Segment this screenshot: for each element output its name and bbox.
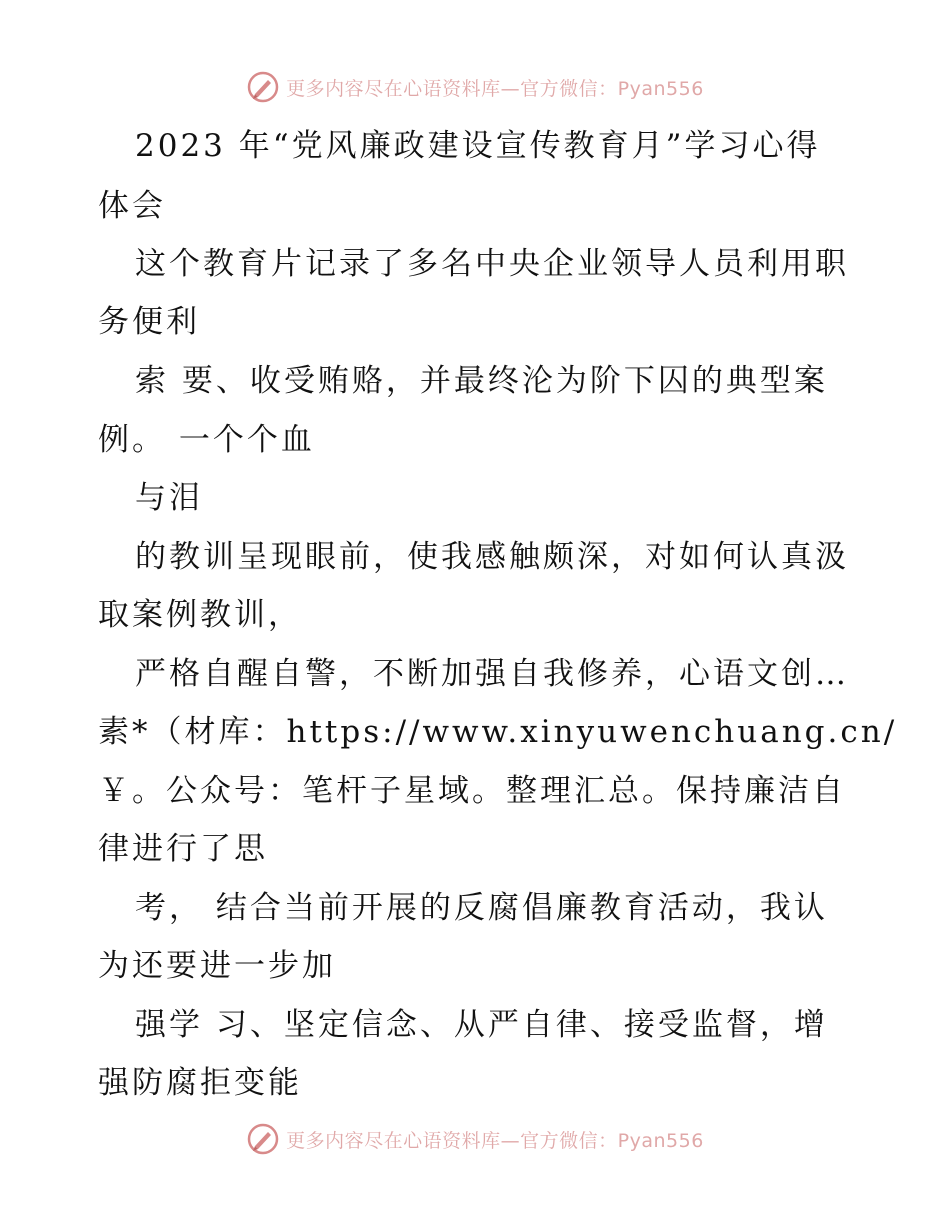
doc-line: 与泪 bbox=[135, 480, 203, 516]
doc-line: 强学 习、坚定信念、从严自律、接受监督，增 bbox=[135, 1007, 828, 1043]
watermark-text: 更多内容尽在心语资料库—官方微信：Pyan556 bbox=[286, 77, 704, 100]
doc-line: 律进行了思 bbox=[98, 831, 268, 867]
doc-line: 体会 bbox=[98, 188, 166, 224]
doc-line: 2023 年“党风廉政建设宣传教育月”学习心得 bbox=[135, 128, 821, 164]
doc-line: 这个教育片记录了多名中央企业领导人员利用职 bbox=[135, 246, 849, 282]
doc-line: 务便利 bbox=[98, 304, 200, 340]
footer-watermark bbox=[0, 1122, 950, 1156]
doc-line: 强防腐拒变能 bbox=[98, 1065, 302, 1101]
doc-line: ￥。公众号：笔杆子星域。整理汇总。保持廉洁自 bbox=[98, 773, 846, 809]
doc-line: 考， 结合当前开展的反腐倡廉教育活动，我认 bbox=[135, 890, 828, 926]
doc-line: 取案例教训， bbox=[98, 597, 302, 633]
doc-line: 的教训呈现眼前，使我感触颇深，对如何认真汲 bbox=[135, 539, 849, 575]
doc-line: 素*（材库：https://www.xinyuwenchuang.cn/ bbox=[98, 714, 898, 750]
doc-line: 为还要进一步加 bbox=[98, 948, 336, 984]
doc-line: 索 要、收受贿赂，并最终沦为阶下囚的典型案 bbox=[135, 363, 828, 399]
watermark-text: 更多内容尽在心语资料库—官方微信：Pyan556 bbox=[286, 1129, 704, 1152]
doc-line: 严格自醒自警，不断加强自我修养，心语文创… bbox=[135, 656, 849, 692]
pen-logo-icon bbox=[246, 1122, 280, 1156]
doc-line: 例。 一个个血 bbox=[98, 422, 315, 458]
